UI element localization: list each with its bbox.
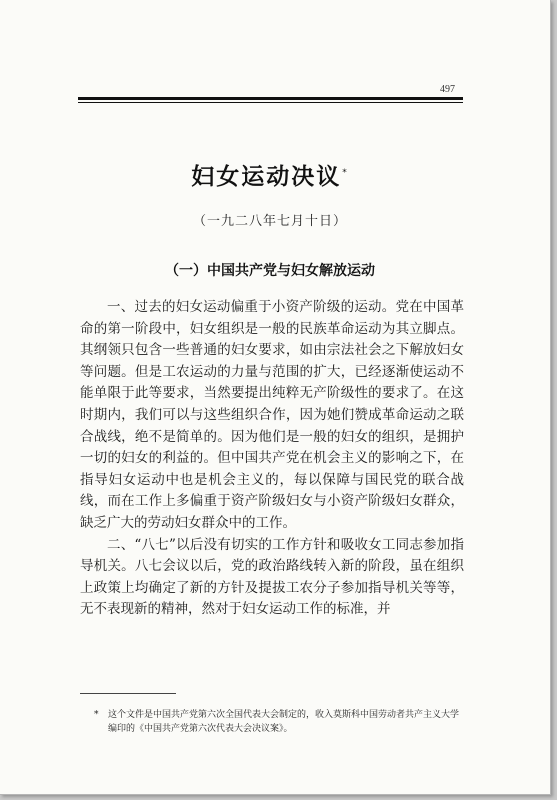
header-rule-thick (78, 97, 463, 100)
section-heading: （一）中国共产党与妇女解放运动 (165, 263, 375, 279)
document-date: （一九二八年七月十日） (192, 214, 347, 229)
header-rule-thin (78, 102, 463, 103)
document-title-text: 妇女运动决议 (191, 164, 342, 190)
footnote-mark: * (94, 710, 99, 720)
document-title (0, 158, 540, 191)
footnote-rule (80, 693, 176, 694)
paragraph-1: 一、过去的妇女运动偏重于小资产阶级的运动。党在中国革命的第一阶段中，妇女组织是一般的民族革命运动为其立脚点。其纲领只包含一些普通的妇女要求，如由宗法社会之下解放妇女等问题。但是工农运动的力量与范围的扩大，已经逐渐使运动不能单限于此等要求，当然要提出纯粹无产阶级性的要求了。在这时期内，我们可以与这些组织合作，因为她们赞成革命运动之联合战线，绝不是简单的。因为他们是一般的妇女的组织，是拥护一切的妇女的利益的。但中国共产党在机会主义的影响之下，在指导妇女运动中也是机会主义的，每以保障与国民党的联合战线，而在工作上多偏重于资产阶级妇女与小资产阶级妇女群众，缺乏广大的劳动妇女群众中的工作。 (80, 299, 464, 531)
paragraph-2: 二、“八七”以后没有切实的工作方针和吸收女工同志参加指导机关。八七会议以后，党的政治路线转入新的阶段，虽在组织上政策上均确定了新的方针及提拔工农分子参加指导机关等等，无不表现新的精神，然对于妇女运动工作的标准，并 (80, 536, 464, 618)
body-text (80, 297, 464, 621)
page-number: 497 (440, 84, 455, 95)
footnote (94, 708, 464, 736)
footnote-text: 这个文件是中国共产党第六次全国代表大会制定的，收入莫斯科中国劳动者共产主义大学编印的《中国共产党第六次代表大会决议案》。 (108, 710, 460, 734)
title-footnote-mark: * (342, 168, 349, 179)
